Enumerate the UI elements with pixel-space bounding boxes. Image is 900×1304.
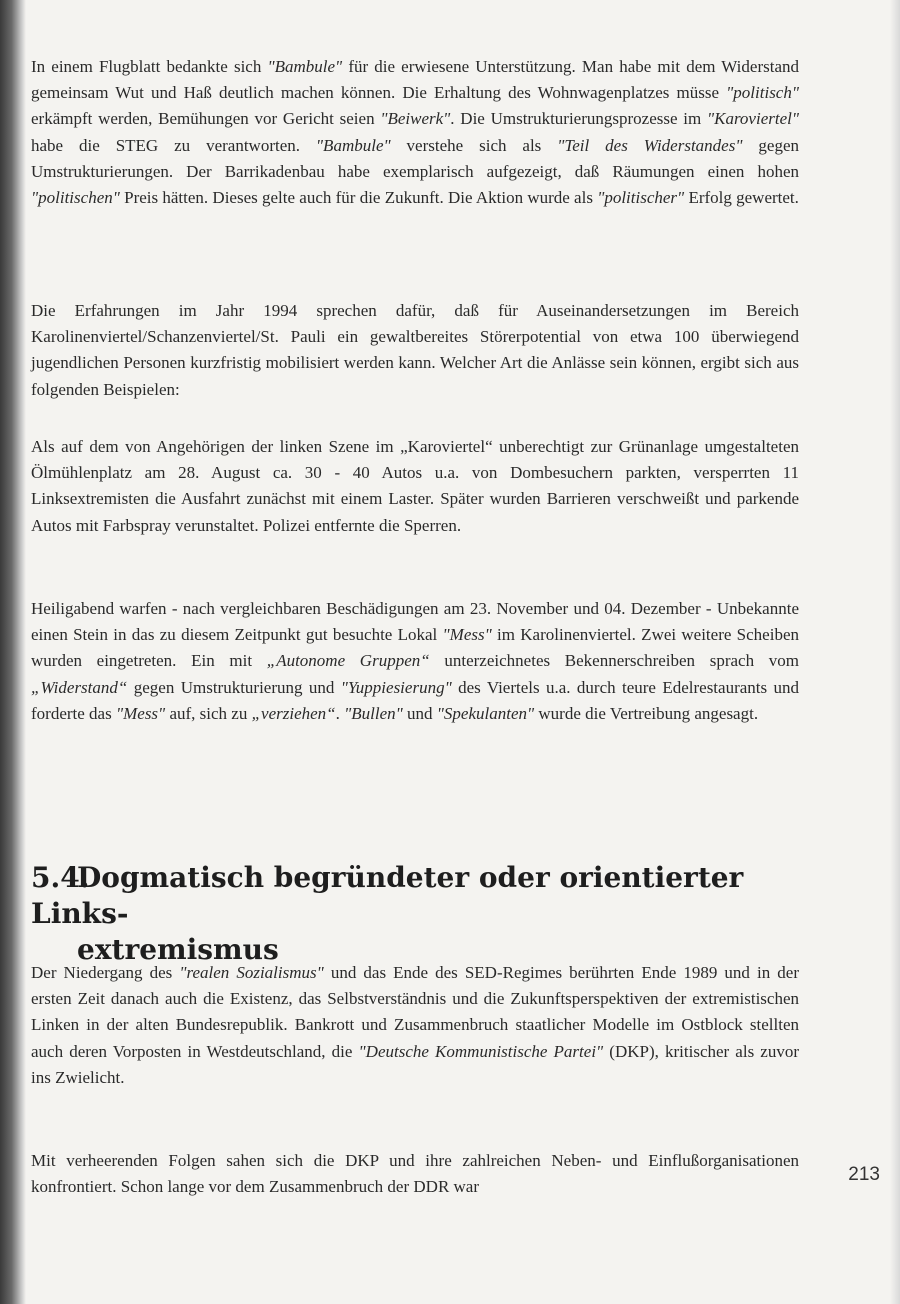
quote-run: "Yuppiesierung" <box>340 677 452 697</box>
text-run: und das Ende des SED-Regimes berührten Ende 1989 und in der ersten Zeit danach auch die Existenz, das Selbstverständnis und die Zukunftsperspektiven der extremistischen Linken in der alten Bundesrepublik. Bankrott und Zusammenbruch staatlicher Modelle im Ostblock stellten auch deren Vorposten in Westdeutschland, die <box>31 963 799 1061</box>
quote-run: "politischen" <box>31 188 120 208</box>
heading-line-2: extremismus <box>77 933 279 966</box>
quote-run: "politischer" <box>597 188 685 208</box>
quote-run: "realen Sozialismus" <box>179 963 324 982</box>
section-heading <box>31 860 799 968</box>
paragraph-dkp-consequences: Mit verheerenden Folgen sahen sich die DKP und ihre zahlreichen Neben- und Einflußorganisationen konfrontiert. Schon lange vor dem Zusammenbruch der DDR war <box>31 1151 799 1197</box>
text-run: Heiligabend warfen - nach vergleichbaren Beschädigungen am 23. November und 04. Dezember - Unbekannte einen Stein in das zu diesem Zeitpunkt gut besuchte Lokal <box>31 599 799 645</box>
quote-run: "politisch" <box>726 83 799 103</box>
page-edge-shadow <box>890 0 900 1304</box>
text-run: (DKP), kritischer als zuvor ins Zwielicht. <box>31 1041 800 1087</box>
text-run: habe die STEG zu verantworten. <box>31 135 316 155</box>
text-run: . Die Umstrukturierungsprozesse im <box>450 109 707 129</box>
paragraph-oelmuehlenplatz: Als auf dem von Angehörigen der linken Szene im „Karoviertel“ unberechtigt zur Grünanlage umgestalteten Ölmühlenplatz am 28. August ca. 30 - 40 Autos u.a. von Dombesuchern parkten, versperrten 11 Linksextremisten die Ausfahrt zunächst mit einem Laster. Später wurden Barrieren verschweißt und parkende Autos mit Farbspray verunstaltet. Polizei entfernte die Sperren. <box>31 437 799 535</box>
text-run: Preis hätten. Dieses gelte auch für die Zukunft. Die Aktion wurde als <box>119 188 598 208</box>
quote-run: "Bambule" <box>315 135 391 155</box>
quote-run: "Bambule" <box>267 57 343 76</box>
text-run: des Viertels u.a. durch teure Edelrestaurants und forderte das <box>31 677 799 723</box>
text-run: . <box>335 703 345 723</box>
text-run: unterzeichnetes Bekennerschreiben sprach vom <box>429 651 799 671</box>
text-run: auf, sich zu <box>165 703 252 723</box>
quote-run: "Mess" <box>442 625 492 645</box>
text-run: In einem Flugblatt bedankte sich <box>31 57 268 76</box>
text-run: im Karolinenviertel. Zwei weitere Scheiben wurden eingetreten. Ein mit <box>31 625 799 671</box>
quote-run: "Karoviertel" <box>706 109 799 129</box>
text-run: Erfolg gewertet. <box>684 188 799 208</box>
page-number: 213 <box>848 1164 880 1185</box>
paragraph-heiligabend <box>31 596 799 727</box>
quote-run: "Bullen" <box>344 703 403 723</box>
quote-run: „Autonome Gruppen“ <box>266 651 430 671</box>
heading-line-1 <box>31 860 799 932</box>
quote-run: "Mess" <box>115 703 166 723</box>
text-run: Der Niedergang des <box>31 963 180 982</box>
paragraph-niedergang <box>31 960 799 1091</box>
quote-run: "Spekulanten" <box>436 703 535 723</box>
text-run: erkämpft werden, Bemühungen vor Gericht seien <box>31 109 381 129</box>
text-run: für die erwiesene Unterstützung. Man habe mit dem Widerstand gemeinsam Wut und Haß deutlich machen können. Die Erhaltung des Wohnwagenplatzes müsse <box>31 57 799 103</box>
quote-run: "Teil des Widerstandes" <box>557 135 743 155</box>
heading-text: Dogmatisch begründeter oder orientierter Links- <box>31 861 744 930</box>
text-run: und <box>402 703 437 723</box>
quote-run: "Deutsche Kommunistische Partei" <box>358 1041 604 1061</box>
quote-run: "Beiwerk" <box>380 109 451 129</box>
paragraph-experiences-1994: Die Erfahrungen im Jahr 1994 sprechen dafür, daß für Auseinandersetzungen im Bereich Karolinenviertel/Schanzenviertel/St. Pauli ein gewaltbereites Störerpotential von etwa 100 überwiegend jugendlichen Personen kurzfristig mobilisiert werden kann. Welcher Art die Anlässe sein können, ergibt sich aus folgenden Beispielen: <box>31 301 799 399</box>
quote-run: „verziehen“ <box>251 703 336 723</box>
book-binding-shadow <box>0 0 26 1304</box>
text-run: gegen Umstrukturierung und <box>127 677 341 697</box>
text-run: verstehe sich als <box>390 135 558 155</box>
text-run: wurde die Vertreibung angesagt. <box>534 703 759 723</box>
text-run: gegen Umstrukturierungen. Der Barrikadenbau habe exemplarisch aufgezeigt, daß Räumungen einen hohen <box>31 135 799 181</box>
section-number: 5.4. <box>31 861 90 894</box>
quote-run: „Widerstand“ <box>31 677 128 697</box>
paragraph-bambule-flyer <box>31 54 799 211</box>
